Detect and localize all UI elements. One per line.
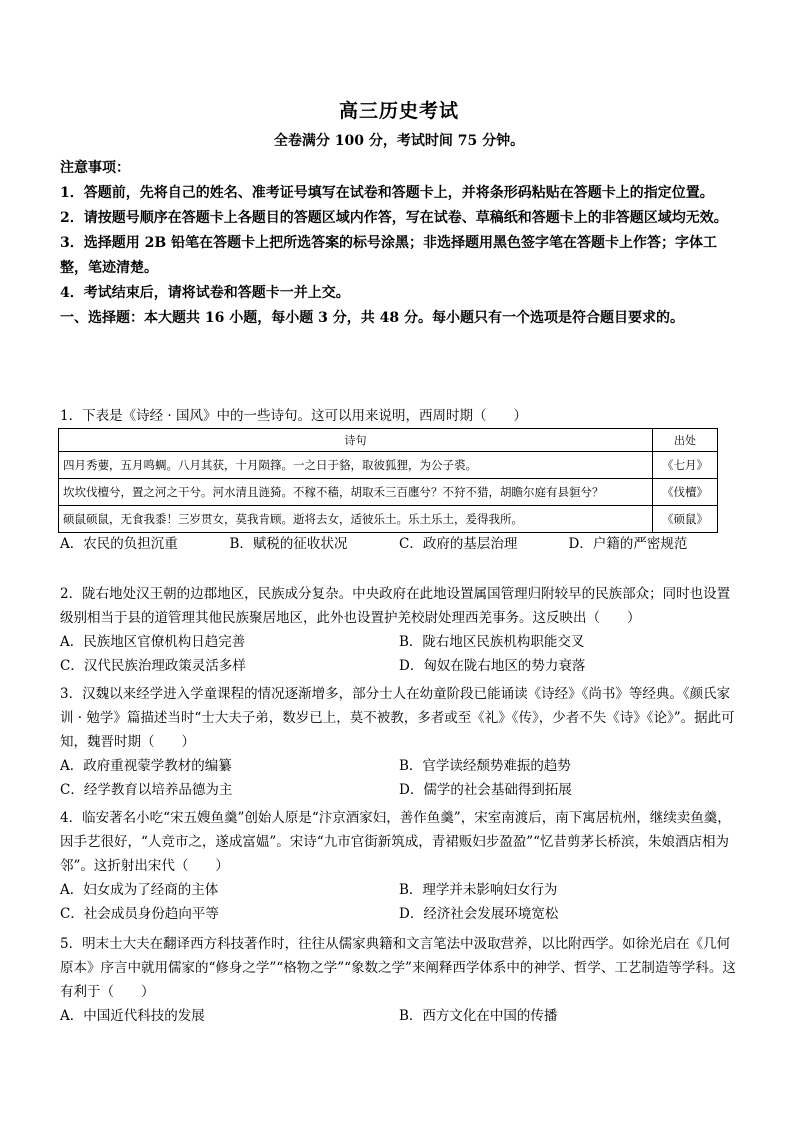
- option-b: B．陇右地区民族机构职能交叉: [399, 634, 585, 650]
- question-stem: 3．汉魏以来经学进入学童课程的情况逐渐增多，部分士人在幼童阶段已能诵读《诗经》《尚书》等经典。《颜氏家训 · 勉学》篇描述当时“士大夫子弟，数岁已上，莫不被教，多者或至《礼》《传》，少者不失《诗》《论》”。据此可知，魏晋时期（ ）: [60, 686, 735, 750]
- option-d: D．儒学的社会基础得到拓展: [399, 782, 572, 798]
- option-b: B．赋税的征收状况: [229, 536, 348, 552]
- table-cell-text: 四月秀葽，五月鸣蜩。八月其获，十月陨箨。一之日于貉，取彼狐狸，为公子裘。: [59, 452, 653, 479]
- option-c: C．汉代民族治理政策灵活多样: [60, 658, 246, 674]
- option-a: A．政府重视蒙学教材的编纂: [60, 758, 232, 774]
- table-row: [59, 452, 718, 479]
- options: [60, 630, 738, 678]
- table-cell-source: 《七月》: [653, 452, 718, 479]
- option-b: B．官学读经颓势难振的趋势: [399, 758, 571, 774]
- instruction-item: 2．请按题号顺序在答题卡上各题目的答题区域内作答，写在试卷、草稿纸和答题卡上的非答题区域均无效。: [60, 210, 728, 226]
- option-d: D．匈奴在陇右地区的势力衰落: [399, 658, 586, 674]
- poem-table: [58, 428, 718, 533]
- table-header: 诗句: [59, 429, 653, 452]
- option-b: B．理学并未影响妇女行为: [399, 882, 558, 898]
- table-header: 出处: [653, 429, 718, 452]
- instruction-item: 3．选择题用 2B 铅笔在答题卡上把所选答案的标号涂黑；非选择题用黑色签字笔在答题卡上作答；字体工整，笔迹清楚。: [60, 235, 718, 276]
- table-header-row: [59, 429, 718, 452]
- exam-title: 高三历史考试: [338, 100, 459, 122]
- option-d: D．经济社会发展环境宽松: [399, 906, 559, 922]
- options: [60, 533, 738, 556]
- option-a: A．妇女成为了经商的主体: [60, 882, 219, 898]
- question-stem: 4．临安著名小吃“宋五嫂鱼羹”创始人原是“汴京酒家妇，善作鱼羹”，宋室南渡后，南下寓居杭州，继续卖鱼羹，因手艺很好，“人竞市之，遂成富媪”。宋诗“九市官街新筑成，青裙贩妇步盈盈”“忆昔剪茅长桥滨，朱娘酒店相为邻”。这折射出宋代（ ）: [60, 810, 731, 874]
- exam-subtitle: 全卷满分 100 分，考试时间 75 分钟。: [273, 133, 525, 149]
- options: [60, 878, 738, 926]
- instructions: [60, 156, 738, 331]
- table-cell-source: 《伐檀》: [653, 479, 718, 506]
- question-stem: 2．陇右地处汉王朝的边郡地区，民族成分复杂。中央政府在此地设置属国管理归附较早的民族部众；同时也设置级别相当于县的道管理其他民族聚居地区，此外也设置护羌校尉处理西羌事务。这反映出（ ）: [60, 586, 731, 626]
- table-cell-text: 硕鼠硕鼠，无食我黍！三岁贯女，莫我肯顾。逝将去女，适彼乐土。乐土乐土，爰得我所。: [59, 506, 653, 533]
- option-a: A．民族地区官僚机构日趋完善: [60, 634, 246, 650]
- question-5: [60, 932, 738, 1028]
- question-2: [60, 582, 738, 678]
- option-a: A．中国近代科技的发展: [60, 1008, 205, 1024]
- option-c: C．经学教育以培养品德为主: [60, 782, 233, 798]
- table-cell-text: 坎坎伐檀兮，置之河之干兮。河水清且涟猗。不稼不穑，胡取禾三百廛兮？不狩不猎，胡瞻尔庭有县貆兮？: [59, 479, 653, 506]
- instruction-item: 1．答题前，先将自己的姓名、准考证号填写在试卷和答题卡上，并将条形码粘贴在答题卡上的指定位置。: [60, 185, 714, 201]
- question-stem: 5．明末士大夫在翻译西方科技著作时，往往从儒家典籍和文言笔法中汲取营养，以比附西学。如徐光启在《几何原本》序言中就用儒家的“修身之学”“格物之学”“象数之学”来阐释西学体系中的神学、哲学、工艺制造等学科。这有利于（ ）: [60, 936, 736, 1000]
- option-c: C．政府的基层治理: [399, 536, 518, 552]
- option-d: D．户籍的严密规范: [568, 536, 688, 552]
- section-heading: 一、选择题：本大题共 16 小题，每小题 3 分，共 48 分。每小题只有一个选项是符合题目要求的。: [60, 310, 684, 326]
- option-c: C．社会成员身份趋向平等: [60, 906, 219, 922]
- question-1: [60, 404, 738, 556]
- option-a: A．农民的负担沉重: [60, 536, 178, 552]
- question-3: [60, 682, 738, 802]
- question-4: [60, 806, 738, 926]
- option-b: B．西方文化在中国的传播: [399, 1008, 558, 1024]
- instructions-heading: 注意事项：: [60, 160, 130, 176]
- table-cell-source: 《硕鼠》: [653, 506, 718, 533]
- options: [60, 1004, 738, 1028]
- table-row: [59, 479, 718, 506]
- instruction-item: 4．考试结束后，请将试卷和答题卡一并上交。: [60, 285, 350, 301]
- question-stem: 1．下表是《诗经 · 国风》中的一些诗句。这可以用来说明，西周时期（ ）: [60, 408, 527, 424]
- table-row: [59, 506, 718, 533]
- options: [60, 754, 738, 802]
